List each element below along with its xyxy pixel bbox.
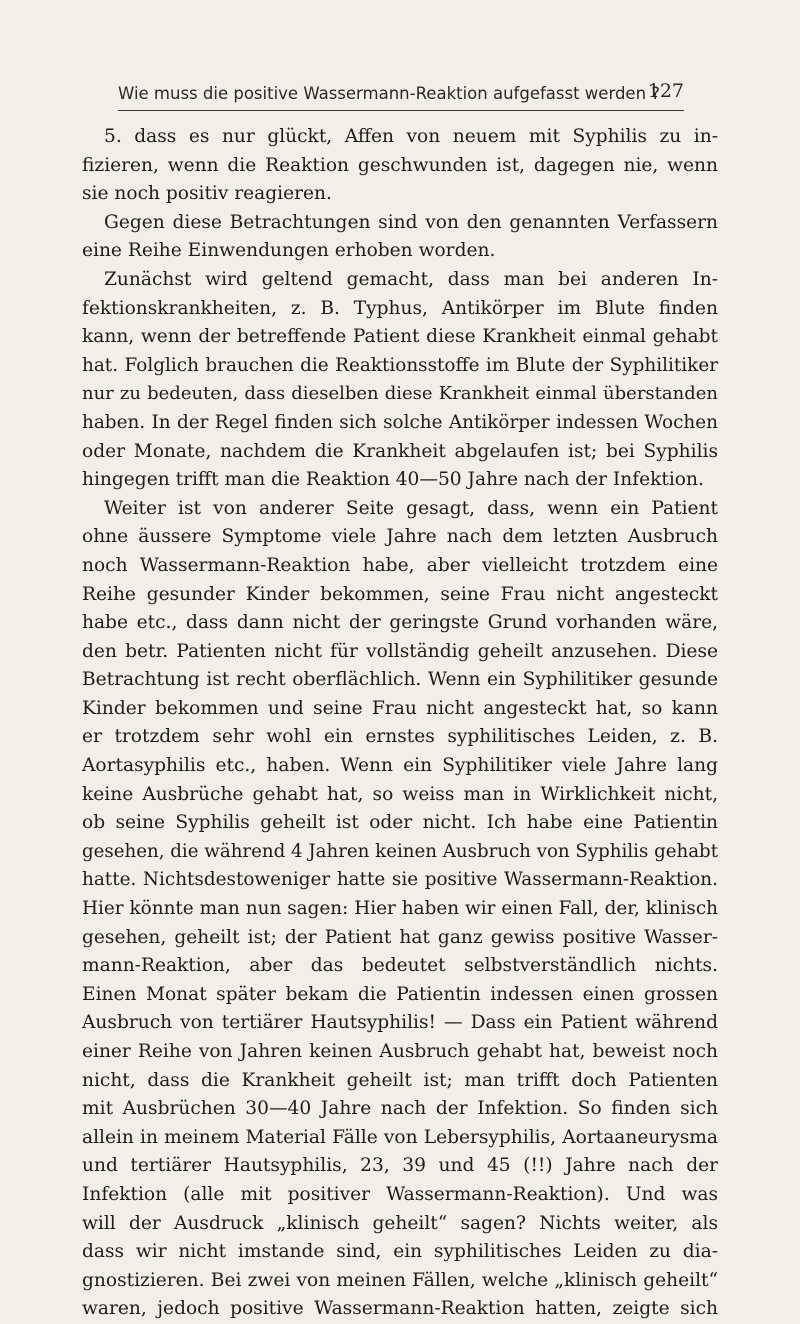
text-line: nur zu bedeuten, dass dieselben diese Krankheit einmal überstanden — [82, 383, 718, 405]
text-line: oder Monate, nachdem die Krankheit abgelaufen ist; bei Syphilis — [82, 440, 718, 462]
text-line: sie noch positiv reagieren. — [82, 183, 332, 205]
text-line: Kinder bekommen und seine Frau nicht angesteckt hat, so kann — [82, 697, 718, 719]
text-line: keine Ausbrüche gehabt hat, so weiss man in Wirklichkeit nicht, — [82, 783, 718, 805]
text-line: 5. dass es nur glückt, Affen von neuem mit Syphilis zu in- — [104, 126, 718, 147]
text-line: gesehen, die während 4 Jahren keinen Ausbruch von Syphilis gehabt — [82, 840, 718, 862]
text-line: hingegen trifft man die Reaktion 40—50 Jahre nach der Infektion. — [82, 469, 704, 491]
text-line: Infektion (alle mit positiver Wassermann-Reaktion). Und was — [82, 1183, 718, 1205]
text-line: mit Ausbrüchen 30—40 Jahre nach der Infektion. So finden sich — [82, 1098, 718, 1120]
text-line: eine Reihe Einwendungen erhoben worden. — [82, 240, 496, 262]
text-line: Einen Monat später bekam die Patientin indessen einen grossen — [82, 983, 718, 1005]
text-line: ob seine Syphilis geheilt ist oder nicht. Ich habe eine Patientin — [82, 812, 718, 834]
text-line: Aortasyphilis etc., haben. Wenn ein Syphilitiker viele Jahre lang — [82, 755, 718, 777]
text-line: dass wir nicht imstande sind, ein syphilitisches Leiden zu dia- — [82, 1241, 718, 1263]
text-line: Gegen diese Betrachtungen sind von den genannten Verfassern — [104, 211, 718, 233]
text-line: einer Reihe von Jahren keinen Ausbruch gehabt hat, beweist noch — [82, 1041, 718, 1062]
text-line: mann-Reaktion, aber das bedeutet selbstverständlich nichts. — [82, 955, 718, 977]
running-title: Wie muss die positive Wassermann-Reaktion aufgefasst werden ? — [118, 84, 661, 103]
running-header — [118, 76, 684, 111]
text-line: hatte. Nichtsdestoweniger hatte sie positive Wassermann-Reaktion. — [82, 869, 718, 891]
text-line: will der Ausdruck „klinisch geheilt“ sagen? Nichts weiter, als — [82, 1212, 718, 1234]
text-line: Zunächst wird geltend gemacht, dass man bei anderen In- — [104, 268, 718, 290]
text-line: gesehen, geheilt ist; der Patient hat ganz gewiss positive Wasser- — [82, 926, 718, 948]
text-line: Hier könnte man nun sagen: Hier haben wir einen Fall, der, klinisch — [82, 898, 718, 920]
text-line: fizieren, wenn die Reaktion geschwunden ist, dagegen nie, wenn — [82, 154, 718, 176]
page-number: 127 — [647, 80, 684, 102]
text-line: allein in meinem Material Fälle von Lebersyphilis, Aortaaneurysma — [82, 1126, 718, 1148]
text-line: haben. In der Regel finden sich solche Antikörper indessen Wochen — [82, 411, 718, 433]
text-line: Betrachtung ist recht oberflächlich. Wenn ein Syphilitiker gesunde — [82, 669, 718, 691]
text-line: den betr. Patienten nicht für vollständig geheilt anzusehen. Diese — [82, 640, 718, 662]
text-line: ohne äussere Symptome viele Jahre nach dem letzten Ausbruch — [82, 526, 718, 548]
text-line: nicht, dass die Krankheit geheilt ist; man trifft doch Patienten — [82, 1069, 718, 1091]
text-line: kann, wenn der betreffende Patient diese Krankheit einmal gehabt — [82, 326, 718, 348]
text-line: Ausbruch von tertiärer Hautsyphilis! — Dass ein Patient während — [82, 1012, 718, 1034]
body-text — [82, 123, 718, 1324]
text-line: Weiter ist von anderer Seite gesagt, dass, wenn ein Patient — [104, 497, 718, 519]
text-line: gnostizieren. Bei zwei von meinen Fällen, welche „klinisch geheilt“ — [82, 1269, 718, 1291]
text-line: Reihe gesunder Kinder bekommen, seine Frau nicht angesteckt — [82, 583, 718, 605]
text-line: waren, jedoch positive Wassermann-Reaktion hatten, zeigte sich — [82, 1298, 718, 1320]
text-line: und tertiärer Hautsyphilis, 23, 39 und 45 (!!) Jahre nach der — [82, 1155, 718, 1177]
text-line: hat. Folglich brauchen die Reaktionsstoffe im Blute der Syphilitiker — [82, 354, 718, 376]
text-line: habe etc., dass dann nicht der geringste Grund vorhanden wäre, — [82, 612, 718, 634]
text-line: fektionskrankheiten, z. B. Typhus, Antikörper im Blute finden — [82, 297, 718, 319]
text-line: er trotzdem sehr wohl ein ernstes syphilitisches Leiden, z. B. — [82, 726, 718, 748]
text-line: noch Wassermann-Reaktion habe, aber vielleicht trotzdem eine — [82, 554, 718, 576]
